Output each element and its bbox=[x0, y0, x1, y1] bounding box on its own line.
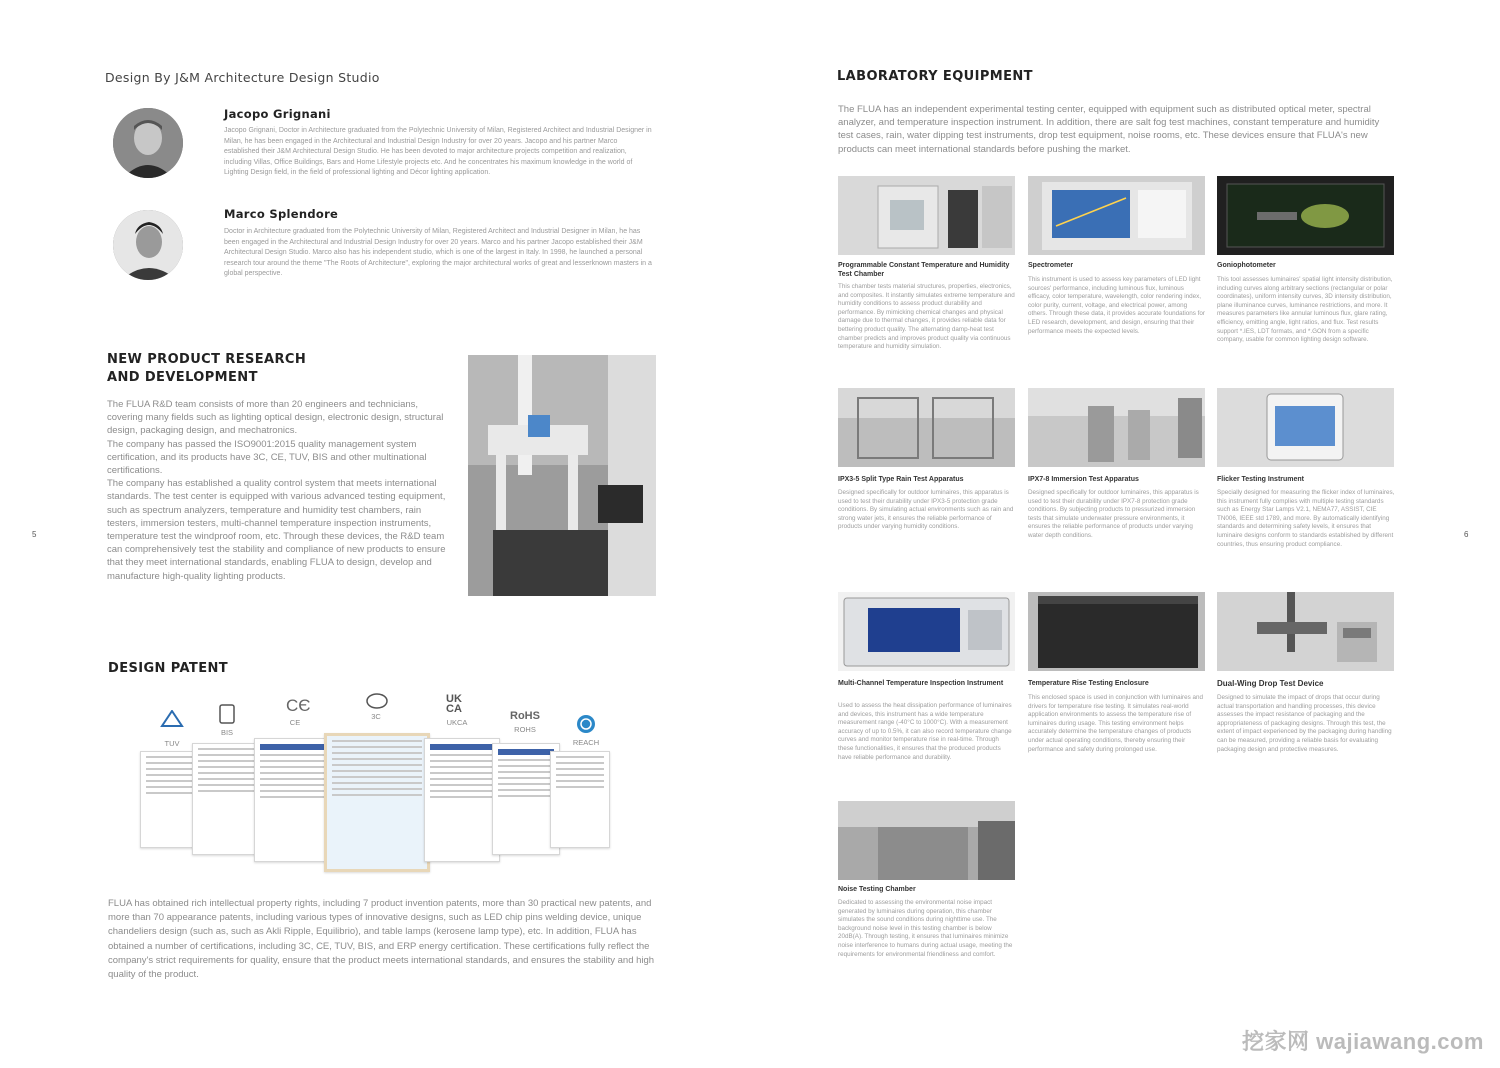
cert-label-3c: 3C bbox=[371, 712, 381, 721]
page-number-right: 6 bbox=[1464, 530, 1469, 539]
equipment-desc: This chamber tests material structures, properties, electronics, and composites. It instantly simulates extreme temperature and humidity conditions to assess product durability and performance. By mimicking chemical changes and physical damage due to thermal changes, it provides reliable data for bettering product quality. The alternating damp-heat test chamber predicts and improves product quality via continuous temperature and humidity simulation. bbox=[838, 283, 1015, 351]
avatar-marco bbox=[113, 210, 183, 280]
equipment-desc: Used to assess the heat dissipation performance of luminaires and devices, this instrument has a wide temperature measurement range (-40°C to 1000°C). With a measurement accuracy of up to 0.5%, it can also record temperature change curves and monitor temperature rise in real-time. Through these functionalities, it ensures that the produced products have reliable performance and durability. bbox=[838, 702, 1012, 761]
rnd-lab-photo bbox=[468, 355, 656, 596]
designer-name-marco: Marco Splendore bbox=[224, 207, 339, 221]
rnd-paragraph: The company has passed the ISO9001:2015 quality management system certification, and its products have 3C, CE, TUV, BIS and other multinational certifications. bbox=[107, 438, 427, 477]
avatar-jacopo bbox=[113, 108, 183, 178]
cert-label-ukca: UKCA bbox=[446, 718, 468, 727]
equipment-photo bbox=[838, 388, 1015, 467]
certificate-document bbox=[424, 738, 500, 862]
equipment-desc: Dedicated to assessing the environmental noise impact generated by luminaires during operation, this chamber simulates the sound conditions during nighttime use. The background noise level in this testing chamber is below 20dB(A). Through testing, it ensures that luminaires minimize noise interference to humans during actual usage, meeting the requirements for environmental friendliness and comfort. bbox=[838, 899, 1013, 958]
designer-name-jacopo: Jacopo Grignani bbox=[224, 107, 331, 121]
lab-intro: The FLUA has an independent experimental testing center, equipped with equipment such as distributed optical meter, spectral analyzer, and temperature inspection instrument. In addition, there are salt fog test machines, constant temperature and humidity test cases, rain, water dipping test instruments, drop test equipment, noise rooms, etc. These devices ensure that FLUA's new products can meet international standards before pushing the market. bbox=[838, 104, 1380, 155]
certificate-document bbox=[192, 743, 260, 855]
equipment-photo bbox=[1028, 592, 1205, 671]
rnd-title-line2: AND DEVELOPMENT bbox=[107, 370, 258, 385]
equipment-photo bbox=[1217, 176, 1394, 255]
equipment-desc: This instrument is used to assess key parameters of LED light sources' performance, including luminous flux, luminous efficacy, color temperature, wavelength, color rendering index, color purity, current, voltage, and electrical power, among others. Through these data, it provides accurate foundations for LED research, development, and design, ensuring that their performance meets the expected levels. bbox=[1028, 276, 1206, 335]
rnd-body bbox=[107, 398, 451, 583]
equipment-desc: This enclosed space is used in conjunction with luminaires and drivers for temperature rise testing. It simulates real-world application environments to assess the temperature rise of luminaires during usage. This testing environment helps accurately determine the temperature changes of products under actual operating conditions, thereby ensuring their performance and safety during prolonged use. bbox=[1028, 694, 1204, 753]
equipment-name: Noise Testing Chamber bbox=[838, 886, 916, 893]
rnd-title-line1: NEW PRODUCT RESEARCH bbox=[107, 352, 307, 367]
equipment-desc: Designed specifically for outdoor luminaires, this apparatus is used to test their durability under IPX3-5 protection grade conditions. By simulating actual environments such as rain and strong water jets, it ensures the reliable performance of products under varying humidity conditions. bbox=[838, 489, 1014, 531]
designer-bio-marco: Doctor in Architecture graduated from the Polytechnic University of Milan, Registered Architect and Industrial Designer in Milan, he has been engaged in the Architectural and Industrial Design Industry for over 20 years. Marco and his partner Jacopo established their J&M Architectural Design Studio. Marco also has his independent studio, which is one of the largest in Italy. In 1998, he launched a personal research tour around the theme "The Roots of Architecture", exploring the major architectural works of great and lesserknown masters in a global perspective. bbox=[224, 228, 652, 278]
cert-label-tuv: TUV bbox=[164, 739, 180, 748]
lab-title: LABORATORY EQUIPMENT bbox=[837, 69, 1033, 84]
equipment-name: IPX3-5 Split Type Rain Test Apparatus bbox=[838, 476, 964, 483]
cert-label-ce: CE bbox=[289, 718, 301, 727]
certificate-document bbox=[550, 751, 610, 848]
site-watermark: 挖家网 wajiawang.com bbox=[1242, 1029, 1484, 1054]
ce-icon: CЄ bbox=[286, 696, 311, 715]
page-number-left: 5 bbox=[32, 530, 37, 539]
equipment-name: Dual-Wing Drop Test Device bbox=[1217, 679, 1324, 688]
equipment-photo bbox=[1028, 388, 1205, 467]
equipment-photo bbox=[1217, 592, 1394, 671]
studio-title: Design By J&M Architecture Design Studio bbox=[105, 70, 380, 85]
cert-label-reach: REACH bbox=[572, 738, 600, 747]
equipment-name: Spectrometer bbox=[1028, 262, 1074, 269]
patent-title: DESIGN PATENT bbox=[108, 661, 229, 676]
ukca-icon: UK CA bbox=[446, 693, 462, 715]
equipment-name: Temperature Rise Testing Enclosure bbox=[1028, 680, 1149, 687]
equipment-desc: Specially designed for measuring the flicker index of luminaires, this instrument fully complies with multiple testing standards such as Energy Star Lamps V2.1, NEMA77, ASSIST, CIE TN006, IEEE std 1789, and more. By automatically identifying standards and determining safety levels, it ensures that luminaire designs conform to standards established by different countries, thus ensuring product compliance. bbox=[1217, 489, 1395, 548]
equipment-desc: Designed to simulate the impact of drops that occur during actual transportation and handling processes, this device assesses the impact resistance of packaging and the appropriateness of packaging designs. Through this test, the extent of impact experienced by the packaging during handling can be measured, providing a reliable basis for evaluating packaging design and protective measures. bbox=[1217, 694, 1392, 753]
cert-label-rohs: ROHS bbox=[514, 725, 536, 734]
rohs-icon: RoHS bbox=[510, 710, 540, 722]
portrait-icon bbox=[113, 108, 183, 178]
portrait-icon bbox=[113, 210, 183, 280]
bis-icon bbox=[218, 704, 236, 729]
equipment-photo bbox=[1028, 176, 1205, 255]
equipment-desc: Designed specifically for outdoor luminaires, this apparatus is used to test their durability under IPX7-8 protection grade conditions. By subjecting products to pressurized immersion tests that simulate underwater pressure environments, it ensures the reliable performance of products under varying water depth conditions. bbox=[1028, 489, 1199, 539]
rnd-paragraph: The company has established a quality control system that meets international standards. The test center is equipped with various advanced testing equipment, such as spectrum analyzers, temperature and humidity test chambers, rain testers, immersion testers, multi-channel temperature inspection instruments, temperature test the windproof room, etc. Through these devices, the R&D team can comprehensively test the stability and compliance of new products to ensure that they meet international standards, enabling FLUA to design, develop and manufacture high-quality lighting products. bbox=[107, 478, 446, 582]
rnd-paragraph: The FLUA R&D team consists of more than 20 engineers and technicians, covering many fields such as lighting optical design, electronic design, structural design, packaging design, and mechatronics. bbox=[107, 399, 444, 437]
equipment-name: Flicker Testing Instrument bbox=[1217, 476, 1304, 483]
certificate-document bbox=[254, 738, 330, 862]
cert-label-bis: BIS bbox=[220, 728, 234, 737]
equipment-name: Multi-Channel Temperature Inspection Instrument bbox=[838, 680, 1004, 687]
equipment-photo bbox=[838, 176, 1015, 255]
equipment-photo bbox=[838, 801, 1015, 880]
equipment-name: Programmable Constant Temperature and Humidity Test Chamber bbox=[838, 262, 1010, 278]
equipment-name: Goniophotometer bbox=[1217, 262, 1276, 269]
tuv-icon bbox=[160, 710, 184, 733]
certificates-fan bbox=[140, 733, 610, 873]
equipment-photo bbox=[838, 592, 1015, 671]
designer-bio-jacopo: Jacopo Grignani, Doctor in Architecture graduated from the Polytechnic University of Milan, Registered Architect and Industrial Designer in Milan, he has been engaged in the Architectural and Industrial Design Industry for over 20 years. Jacopo and his partner Marco established their J&M Architectural Design Studio. He has been devoted to major architecture projects competition and realization, including Villas, Office Buildings, Bars and Home Lifestyle projects etc. And he concentrates his maximum knowledge in the world of Lighting Design field, in the field of professional lighting and Décor lighting application. bbox=[224, 127, 652, 177]
equipment-photo bbox=[1217, 388, 1394, 467]
certificate-document bbox=[324, 733, 430, 872]
equipment-name: IPX7-8 Immersion Test Apparatus bbox=[1028, 476, 1139, 483]
equipment-desc: This tool assesses luminaires' spatial light intensity distribution, including curves along arbitrary sections (rectangular or polar coordinates), uniform intensity curves, 3D intensity distribution, plane illuminance curves, luminance restrictions, and more. It measures parameters like annular luminous flux, glare rating, efficiency, emitting angle, light ratios, and flux. Test results support *.IES, LDT formats, and *.GON from a specific company, usable for common lighting design software. bbox=[1217, 276, 1393, 344]
patent-paragraph: FLUA has obtained rich intellectual property rights, including 7 product invention patents, more than 30 practical new patents, and more than 70 appearance patents, including various types of innovative designs, such as LED chip pins welding device, unique chandeliers design (such as, such as Akli Ripple, Equilibrio), and table lamps (kerosene lamp type), etc. In addition, FLUA has obtained a number of certifications, including 3C, CE, TUV, BIS, and ERP energy certification. These certifications fully reflect the company's strict requirements for quality, ensure that the product meets international standards, and ensures the stability and high quality of the product. bbox=[108, 898, 655, 981]
rnd-title bbox=[107, 351, 306, 387]
